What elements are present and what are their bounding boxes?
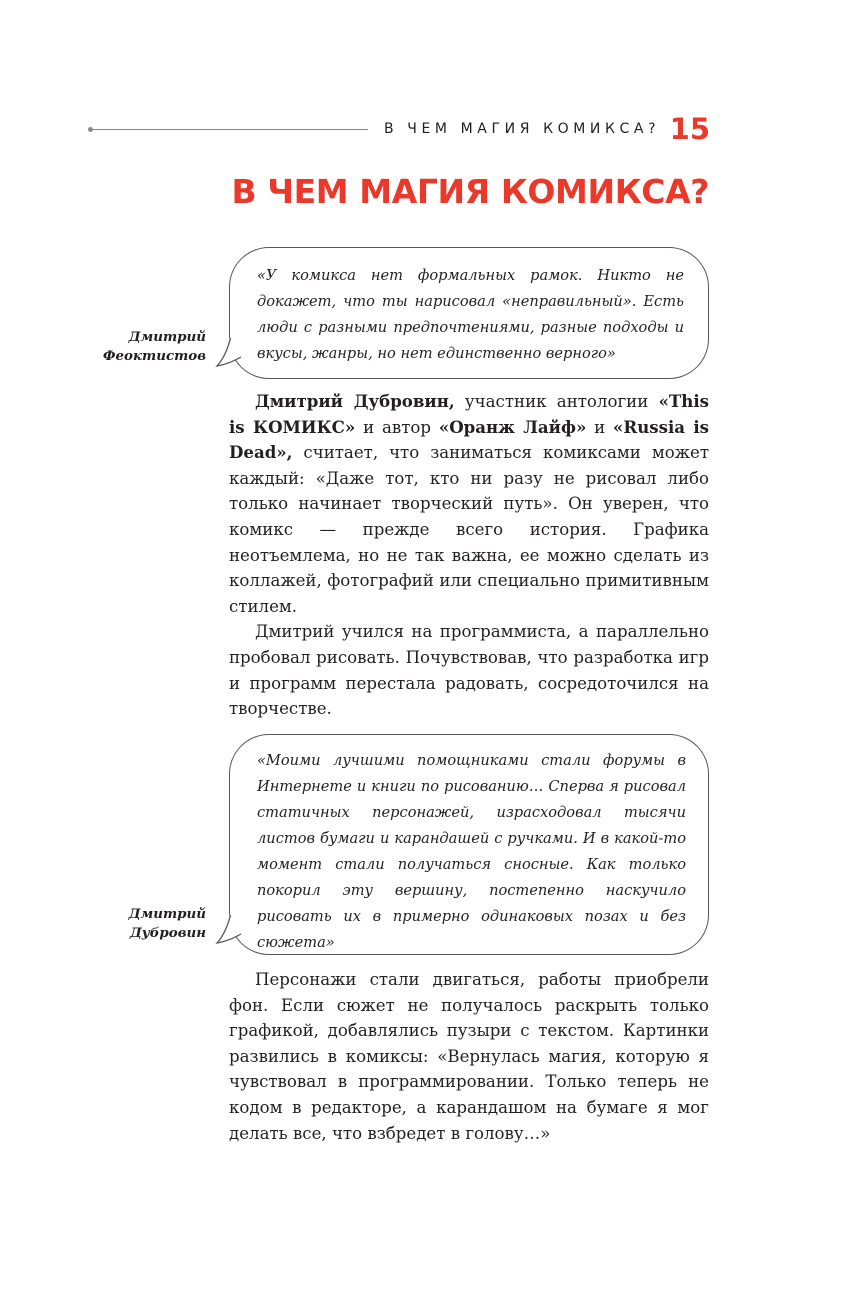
paragraph-1-text-a: участник антологии — [454, 392, 659, 411]
running-head-title: В ЧЕМ МАГИЯ КОМИКСА? — [384, 121, 661, 137]
speech-bubble-tail-icon — [217, 913, 257, 943]
paragraph-1-text-d: считает, что заниматься комиксами может каждый: «Даже тот, кто ни разу не рисовал либо только начинает творческий путь». Он уверен, что комикс — прежде всего история. Графика неотъемлема, но не так важна, ее можно сделать из коллажей, фотографий или специально примитивным стилем. — [229, 443, 709, 616]
comic-title-orange-life: «Оранж Лайф» — [438, 416, 587, 437]
body-text-block-1 — [229, 389, 709, 722]
paragraph-3: Персонажи стали двигаться, работы приобрели фон. Если сюжет не получалось раскрыть только графикой, добавлялись пузыри с текстом. Картинки развились в комиксы: «Вернулась магия, которую я чувствовал в программировании. Только теперь не кодом в редакторе, а карандашом на бумаге я мог делать все, что взбредет в голову…» — [229, 970, 709, 1143]
quote-author-dubrovin: Дмитрий Дубровин — [128, 906, 206, 941]
page-number: 15 — [669, 112, 710, 146]
paragraph-2: Дмитрий учился на программиста, а параллельно пробовал рисовать. Почувствовав, что разработка игр и программ перестала радовать, сосредоточился на творчестве. — [229, 622, 709, 719]
anthology-title: «This is КОМИКС» — [229, 391, 709, 437]
paragraph-1-text-c: и — [586, 417, 614, 437]
quote-text-1: «У комикса нет формальных рамок. Никто не докажет, что ты нарисовал «неправильный». Есть люди с разными предпочтениями, разные подходы и вкусы, жанры, но нет единственно верного» — [257, 267, 684, 362]
body-text-block-2 — [229, 967, 709, 1146]
paragraph-1 — [229, 389, 709, 619]
quote-text-2: «Моими лучшими помощниками стали форумы в Интернете и книги по рисованию… Сперва я рисовал статичных персонажей, израсходовал тысячи листов бумаги и карандашей с ручками. И в какой-то момент стали получаться сносные. Как только покорил эту вершину, постепенно наскучило рисовать их в примерно одинаковых позах и без сюжета» — [257, 752, 686, 951]
speech-bubble-tail-icon — [217, 336, 257, 366]
running-head — [88, 112, 710, 148]
person-name: Дмитрий Дубровин, — [255, 391, 455, 411]
speech-bubble-quote-1 — [229, 247, 709, 379]
chapter-title: В ЧЕМ МАГИЯ КОМИКСА? — [231, 172, 709, 211]
paragraph-1-text-b: и автор — [355, 417, 439, 437]
comic-title-russia-is-dead: «Russia is Dead», — [229, 416, 709, 463]
header-rule — [90, 129, 368, 130]
quote-author-feoktistov: Дмитрий Феоктистов — [102, 329, 206, 364]
speech-bubble-quote-2 — [229, 734, 709, 955]
